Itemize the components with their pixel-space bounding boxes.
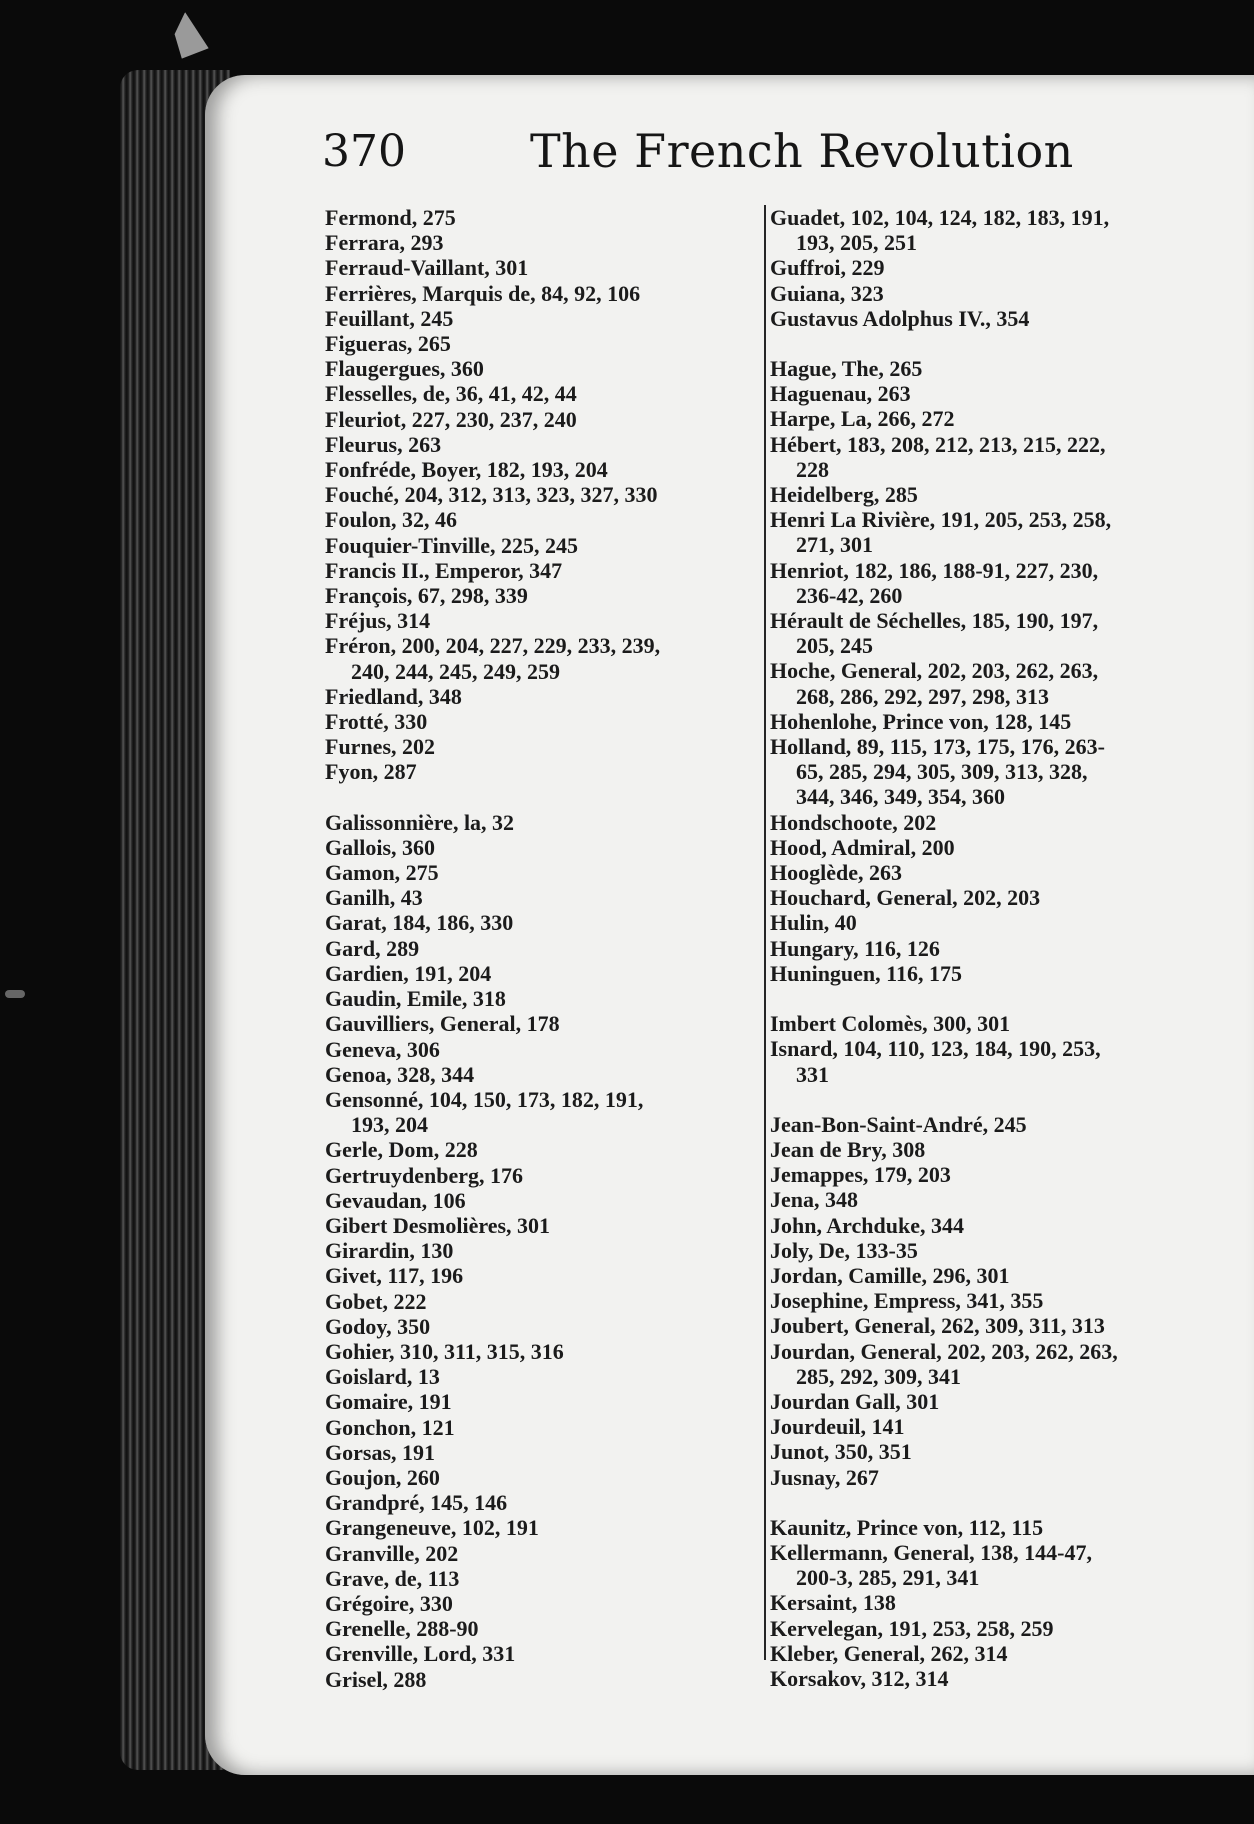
index-entry <box>770 1389 1230 1414</box>
entry-text: Jourdan Gall, 301 <box>770 1388 940 1414</box>
entry-text: Fyon, 287 <box>325 759 417 785</box>
entry-continuation: 331 <box>796 1061 829 1087</box>
index-entry <box>770 1666 1230 1691</box>
entry-text: Ferrières, Marquis de, 84, 92, 106 <box>325 280 641 306</box>
entry-continuation: 236-42, 260 <box>796 582 903 608</box>
section-gap <box>325 785 765 810</box>
index-entry <box>325 986 765 1011</box>
index-entry <box>325 381 765 406</box>
entry-text: Jena, 348 <box>770 1187 858 1213</box>
entry-continuation: 205, 245 <box>796 633 873 659</box>
index-entry <box>770 1339 1230 1389</box>
entry-continuation: 285, 292, 309, 341 <box>796 1363 961 1389</box>
entry-text: Fermond, 275 <box>325 205 456 230</box>
entry-text: Guffroi, 229 <box>770 255 885 281</box>
entry-text: Frotté, 330 <box>325 709 428 735</box>
entry-text: Jordan, Camille, 296, 301 <box>770 1262 1010 1288</box>
index-entry <box>325 961 765 986</box>
entry-text: Fouché, 204, 312, 313, 323, 327, 330 <box>325 482 658 508</box>
index-entry <box>325 835 765 860</box>
entry-text: Gibert Desmolières, 301 <box>325 1212 551 1238</box>
index-entry <box>325 1238 765 1263</box>
index-entry <box>770 961 1230 986</box>
entry-text: Hood, Admiral, 200 <box>770 834 955 860</box>
index-entry <box>325 533 765 558</box>
index-entry <box>325 507 765 532</box>
index-entry <box>325 608 765 633</box>
index-entry <box>770 608 1230 658</box>
entry-text: Flesselles, de, 36, 41, 42, 44 <box>325 381 577 407</box>
index-entry <box>770 1112 1230 1137</box>
entry-text: Ferraud-Vaillant, 301 <box>325 255 529 281</box>
entry-text: Hungary, 116, 126 <box>770 935 940 961</box>
entry-text: Junot, 350, 351 <box>770 1439 912 1465</box>
entry-text: Gohier, 310, 311, 315, 316 <box>325 1338 564 1364</box>
entry-text: Gard, 289 <box>325 935 420 961</box>
index-entry <box>325 684 765 709</box>
entry-text: Grave, de, 113 <box>325 1565 460 1591</box>
index-entry <box>325 432 765 457</box>
entry-text: Gerle, Dom, 228 <box>325 1137 478 1163</box>
index-entry <box>325 1440 765 1465</box>
entry-text: Feuillant, 245 <box>325 305 454 331</box>
entry-text: Houchard, General, 202, 203 <box>770 885 1041 911</box>
index-entry <box>325 558 765 583</box>
index-entry <box>325 583 765 608</box>
index-entry <box>770 734 1230 810</box>
entry-text: Francis II., Emperor, 347 <box>325 557 563 583</box>
entry-text: Gomaire, 191 <box>325 1389 452 1415</box>
entry-text: Korsakov, 312, 314 <box>770 1665 949 1691</box>
index-entry <box>770 482 1230 507</box>
page-number: 370 <box>322 126 406 177</box>
index-entry <box>325 1641 765 1666</box>
index-entry <box>770 1036 1230 1086</box>
entry-text: Kersaint, 138 <box>770 1590 896 1616</box>
index-entry <box>325 230 765 255</box>
entry-text: François, 67, 298, 339 <box>325 583 528 609</box>
entry-text: Gobet, 222 <box>325 1288 427 1314</box>
index-entry <box>325 936 765 961</box>
entry-text: Jemappes, 179, 203 <box>770 1162 951 1188</box>
entry-text: Heidelberg, 285 <box>770 482 918 508</box>
index-entry <box>325 1137 765 1162</box>
entry-text: Hondschoote, 202 <box>770 809 937 835</box>
index-entry <box>325 910 765 935</box>
entry-text: Gorsas, 191 <box>325 1439 435 1465</box>
index-entry <box>325 457 765 482</box>
entry-text: Givet, 117, 196 <box>325 1263 464 1289</box>
index-entry <box>325 1515 765 1540</box>
index-entry <box>325 1263 765 1288</box>
entry-text: Hague, The, 265 <box>770 356 923 382</box>
entry-text: Fleuriot, 227, 230, 237, 240 <box>325 406 577 432</box>
index-entry <box>325 1566 765 1591</box>
entry-text: Imbert Colomès, 300, 301 <box>770 1011 1011 1037</box>
entry-text: Gamon, 275 <box>325 860 439 886</box>
index-entry <box>325 1037 765 1062</box>
index-entry <box>770 1439 1230 1464</box>
index-entry <box>770 885 1230 910</box>
index-entry <box>770 1515 1230 1540</box>
entry-text: Joubert, General, 262, 309, 311, 313 <box>770 1313 1105 1339</box>
entry-text: Jean de Bry, 308 <box>770 1136 926 1162</box>
entry-text: Galissonnière, la, 32 <box>325 809 515 835</box>
entry-continuation: 271, 301 <box>796 532 873 558</box>
entry-text: Henriot, 182, 186, 188-91, 227, 230, <box>770 557 1099 583</box>
entry-text: Gensonné, 104, 150, 173, 182, 191, <box>325 1086 644 1112</box>
index-entry <box>770 1011 1230 1036</box>
section-gap <box>770 986 1230 1011</box>
section-gap <box>770 1087 1230 1112</box>
entry-text: John, Archduke, 344 <box>770 1212 964 1238</box>
entry-text: Jourdan, General, 202, 203, 262, 263, <box>770 1338 1118 1364</box>
index-entry <box>325 1541 765 1566</box>
entry-text: Grangeneuve, 102, 191 <box>325 1515 539 1541</box>
entry-continuation: 240, 244, 245, 249, 259 <box>351 658 560 684</box>
index-column-right <box>770 205 1230 1691</box>
entry-text: Fleurus, 263 <box>325 431 442 457</box>
index-entry <box>770 281 1230 306</box>
entry-text: Furnes, 202 <box>325 734 435 760</box>
corner-artifact <box>162 12 218 68</box>
index-entry <box>325 633 765 683</box>
entry-text: Grégoire, 330 <box>325 1590 453 1616</box>
column-rule <box>764 205 766 1660</box>
index-entry <box>770 1162 1230 1187</box>
entry-text: Huninguen, 116, 175 <box>770 960 962 986</box>
entry-text: Kleber, General, 262, 314 <box>770 1640 1008 1666</box>
index-entry <box>325 1289 765 1314</box>
index-entry <box>770 1213 1230 1238</box>
index-column-left <box>325 205 765 1692</box>
entry-continuation: 193, 205, 251 <box>796 230 917 256</box>
entry-text: Grandpré, 145, 146 <box>325 1490 508 1516</box>
index-entry <box>325 1087 765 1137</box>
entry-text: Isnard, 104, 110, 123, 184, 190, 253, <box>770 1036 1101 1062</box>
entry-text: Jean-Bon-Saint-André, 245 <box>770 1111 1027 1137</box>
entry-text: Gonchon, 121 <box>325 1414 455 1440</box>
index-entry <box>770 1590 1230 1615</box>
index-entry <box>770 1288 1230 1313</box>
entry-text: Hébert, 183, 208, 212, 213, 215, 222, <box>770 431 1106 457</box>
index-entry <box>770 507 1230 557</box>
entry-text: Grisel, 288 <box>325 1666 427 1692</box>
entry-text: Fonfréde, Boyer, 182, 193, 204 <box>325 457 608 483</box>
index-entry <box>325 407 765 432</box>
index-entry <box>325 709 765 734</box>
entry-text: Godoy, 350 <box>325 1313 431 1339</box>
entry-text: Goislard, 13 <box>325 1364 440 1390</box>
entry-text: Gauvilliers, General, 178 <box>325 1011 560 1037</box>
index-entry <box>325 331 765 356</box>
entry-text: Guiana, 323 <box>770 280 884 306</box>
index-entry <box>325 759 765 784</box>
index-entry <box>770 255 1230 280</box>
entry-text: Gallois, 360 <box>325 834 436 860</box>
index-entry <box>325 255 765 280</box>
entry-continuation: 228 <box>796 456 829 482</box>
index-entry <box>770 910 1230 935</box>
entry-text: Gustavus Adolphus IV., 354 <box>770 305 1030 331</box>
index-entry <box>325 1314 765 1339</box>
entry-text: Foulon, 32, 46 <box>325 507 458 533</box>
index-entry <box>325 1616 765 1641</box>
entry-text: Gevaudan, 106 <box>325 1187 466 1213</box>
index-entry <box>325 356 765 381</box>
entry-text: Joly, De, 133-35 <box>770 1237 918 1263</box>
entry-text: Gaudin, Emile, 318 <box>325 986 506 1012</box>
entry-text: Geneva, 306 <box>325 1036 440 1062</box>
index-entry <box>325 306 765 331</box>
index-entry <box>325 1213 765 1238</box>
entry-text: Figueras, 265 <box>325 331 451 357</box>
index-entry <box>770 381 1230 406</box>
index-entry <box>770 432 1230 482</box>
entry-continuation: 200-3, 285, 291, 341 <box>796 1565 980 1591</box>
entry-text: Hérault de Séchelles, 185, 190, 197, <box>770 608 1099 634</box>
entry-text: Gertruydenberg, 176 <box>325 1162 523 1188</box>
index-entry <box>325 1364 765 1389</box>
entry-text: Ferrara, 293 <box>325 230 444 256</box>
entry-text: Kaunitz, Prince von, 112, 115 <box>770 1514 1044 1540</box>
index-entry <box>325 281 765 306</box>
entry-text: Hoche, General, 202, 203, 262, 263, <box>770 658 1099 684</box>
index-entry <box>770 205 1230 255</box>
entry-continuation: 344, 346, 349, 354, 360 <box>796 784 1005 810</box>
entry-text: Josephine, Empress, 341, 355 <box>770 1288 1044 1314</box>
index-entry <box>325 885 765 910</box>
entry-text: Haguenau, 263 <box>770 381 911 407</box>
index-entry <box>325 1163 765 1188</box>
entry-continuation: 65, 285, 294, 305, 309, 313, 328, <box>796 759 1088 785</box>
entry-text: Garat, 184, 186, 330 <box>325 910 514 936</box>
entry-text: Ganilh, 43 <box>325 885 423 911</box>
index-entry <box>770 810 1230 835</box>
index-entry <box>325 482 765 507</box>
index-entry <box>770 1540 1230 1590</box>
index-entry <box>770 558 1230 608</box>
entry-text: Gardien, 191, 204 <box>325 960 492 986</box>
entry-text: Guadet, 102, 104, 124, 182, 183, 191, <box>770 205 1110 230</box>
entry-text: Friedland, 348 <box>325 683 462 709</box>
entry-continuation: 193, 204 <box>351 1112 428 1138</box>
entry-text: Hooglède, 263 <box>770 860 902 886</box>
index-entry <box>325 1415 765 1440</box>
entry-text: Kellermann, General, 138, 144-47, <box>770 1539 1093 1565</box>
entry-text: Genoa, 328, 344 <box>325 1061 475 1087</box>
entry-continuation: 268, 286, 292, 297, 298, 313 <box>796 683 1049 709</box>
index-entry <box>770 860 1230 885</box>
index-entry <box>325 1591 765 1616</box>
entry-text: Fréjus, 314 <box>325 608 431 634</box>
entry-text: Granville, 202 <box>325 1540 459 1566</box>
entry-text: Grenelle, 288-90 <box>325 1616 479 1642</box>
index-entry <box>770 835 1230 860</box>
index-entry <box>770 406 1230 431</box>
index-entry <box>325 1188 765 1213</box>
index-entry <box>770 356 1230 381</box>
index-entry <box>325 1062 765 1087</box>
section-gap <box>770 1490 1230 1515</box>
running-head: The French Revolution <box>530 124 1074 178</box>
entry-text: Grenville, Lord, 331 <box>325 1641 516 1667</box>
index-entry <box>325 860 765 885</box>
entry-text: Holland, 89, 115, 173, 175, 176, 263- <box>770 734 1105 760</box>
index-entry <box>325 1667 765 1692</box>
entry-text: Kervelegan, 191, 253, 258, 259 <box>770 1615 1054 1641</box>
index-entry <box>325 1465 765 1490</box>
index-entry <box>770 1263 1230 1288</box>
entry-text: Jusnay, 267 <box>770 1464 879 1490</box>
entry-text: Fouquier-Tinville, 225, 245 <box>325 532 579 558</box>
entry-text: Girardin, 130 <box>325 1238 454 1264</box>
index-entry <box>770 1414 1230 1439</box>
entry-text: Goujon, 260 <box>325 1464 440 1490</box>
index-entry <box>325 1011 765 1036</box>
index-entry <box>770 1641 1230 1666</box>
entry-text: Jourdeuil, 141 <box>770 1414 905 1440</box>
index-entry <box>770 1238 1230 1263</box>
entry-text: Hulin, 40 <box>770 910 857 936</box>
entry-text: Flaugergues, 360 <box>325 356 484 382</box>
entry-text: Henri La Rivière, 191, 205, 253, 258, <box>770 507 1112 533</box>
index-entry <box>770 1313 1230 1338</box>
entry-text: Fréron, 200, 204, 227, 229, 233, 239, <box>325 633 661 659</box>
entry-text: Hohenlohe, Prince von, 128, 145 <box>770 708 1072 734</box>
index-entry <box>770 1616 1230 1641</box>
index-entry <box>325 734 765 759</box>
index-entry <box>770 658 1230 708</box>
index-entry <box>770 1187 1230 1212</box>
index-entry <box>325 1490 765 1515</box>
section-gap <box>770 331 1230 356</box>
index-entry <box>325 810 765 835</box>
index-entry <box>770 709 1230 734</box>
index-entry <box>325 1389 765 1414</box>
index-entry <box>325 205 765 230</box>
entry-text: Harpe, La, 266, 272 <box>770 406 955 432</box>
index-entry <box>325 1339 765 1364</box>
edge-artifact <box>5 990 25 998</box>
index-entry <box>770 306 1230 331</box>
index-entry <box>770 1137 1230 1162</box>
index-entry <box>770 936 1230 961</box>
index-entry <box>770 1465 1230 1490</box>
